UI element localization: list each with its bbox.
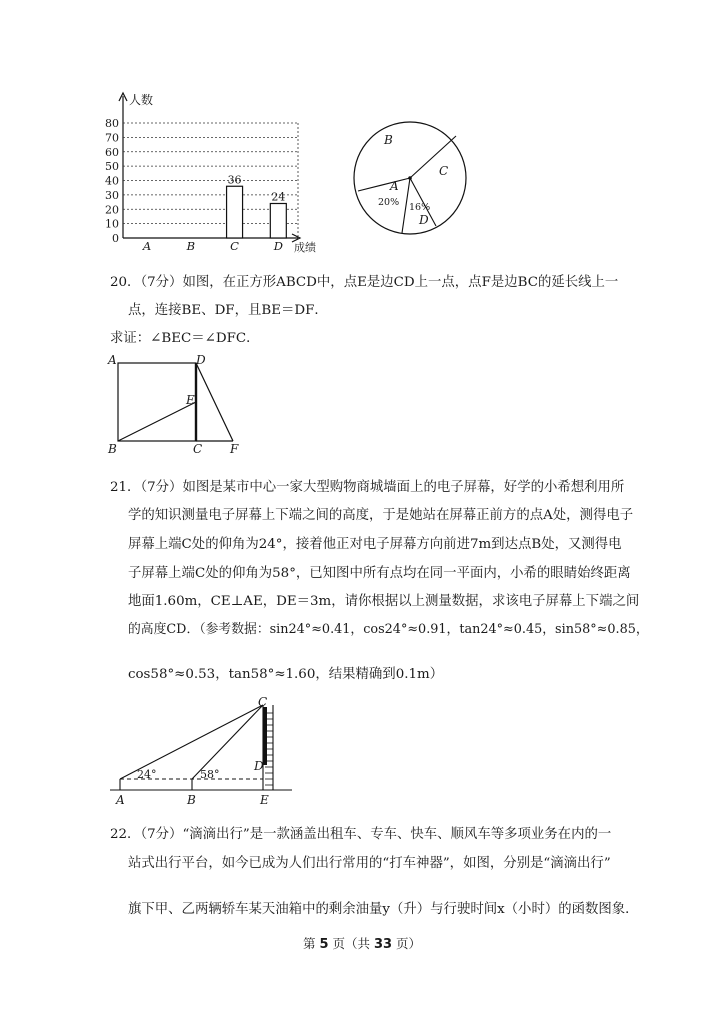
- pie-label-b: B: [384, 133, 393, 147]
- bar-chart: [100, 88, 330, 258]
- q20-square-figure: [106, 352, 246, 457]
- q22-line-2: 站式出行平台，如今已成为人们出行常用的“打车神器”，如图，分别是“滴滴出行”: [128, 856, 611, 871]
- pie-center-dot: [408, 176, 412, 180]
- pie-value-d: 16%: [409, 202, 431, 213]
- q20-prove: 求证：∠BEC＝∠DFC．: [110, 331, 260, 346]
- q21-line-5: 地面1.60m，CE⊥AE，DE＝3m，请你根据以上测量数据，求该电子屏幕上下端之间: [128, 594, 640, 609]
- q20-label-b: B: [108, 442, 117, 456]
- q21-label-b: B: [187, 793, 196, 807]
- q20-label-f: F: [230, 442, 239, 456]
- bar-value-label: 24: [271, 190, 286, 204]
- q21-line-6: 的高度CD．（参考数据：sin24°≈0.41，cos24°≈0.91，tan24°≈0.45，sin58°≈0.85，: [128, 622, 649, 637]
- q21-line-3: 屏幕上端C处的仰角为24°，接着他正对电子屏幕方向前进7m到达点B处，又测得电: [128, 537, 622, 552]
- y-tick-label: 30: [105, 188, 119, 202]
- pie-label-c: C: [439, 164, 449, 178]
- q21-number: 21．: [110, 480, 141, 495]
- y-tick-label: 80: [105, 117, 119, 130]
- pie-label-a: A: [390, 179, 399, 193]
- q21-line-4: 子屏幕上端C处的仰角为58°，已知图中所有点均在同一平面内，小希的眼睛始终距离: [128, 566, 631, 581]
- q21-screen-figure: [110, 695, 295, 810]
- q20-score: （7分）: [140, 275, 183, 290]
- pie-chart: [352, 118, 472, 238]
- q20-label-c: C: [193, 442, 203, 456]
- q22-number: 22．: [110, 827, 141, 842]
- footer-suffix: 页）: [396, 936, 422, 951]
- q21-line-7: cos58°≈0.53，tan58°≈1.60，结果精确到0.1m）: [128, 667, 444, 682]
- bar: [270, 204, 286, 239]
- q21-angle-24: 24°: [137, 768, 157, 781]
- y-tick-label: 40: [105, 174, 119, 188]
- footer-page-number: 5: [319, 937, 329, 952]
- y-tick-label: 70: [105, 131, 119, 145]
- bar-chart-y-ticks: [105, 117, 119, 245]
- x-tick-label: C: [230, 239, 239, 253]
- pie-value-a: 20%: [378, 197, 400, 208]
- q21-line-1: [110, 478, 624, 498]
- bar-chart-y-label: 人数: [129, 93, 154, 107]
- y-tick-label: 10: [105, 217, 119, 231]
- q20-line-1: [110, 273, 618, 293]
- pie-sector-lines: [358, 136, 456, 233]
- bar-chart-x-ticks: [142, 239, 283, 253]
- q20-label-a: A: [108, 353, 117, 367]
- footer-total-pages: 33: [373, 937, 393, 952]
- bar-chart-bars: [227, 173, 287, 238]
- bar-chart-x-label: 成绩: [294, 241, 316, 254]
- q21-score: （7分）: [140, 480, 183, 495]
- q20-number: 20．: [110, 275, 141, 290]
- q21-angle-58: 58°: [200, 768, 220, 781]
- footer-prefix: 第: [302, 936, 316, 951]
- q22-text-1: “滴滴出行”是一款涵盖出租车、专车、快车、顺风车等多项业务在内的一: [182, 827, 612, 842]
- y-tick-label: 20: [105, 203, 119, 217]
- pie-label-d: D: [419, 213, 429, 227]
- q20-text-1: 如图，在正方形ABCD中，点E是边CD上一点，点F是边BC的延长线上一: [182, 275, 619, 290]
- q20-line-2: 点，连接BE、DF，且BE＝DF．: [128, 303, 328, 318]
- x-tick-label: B: [186, 239, 196, 253]
- q21-text-1: 如图是某市中心一家大型购物商城墙面上的电子屏幕，好学的小希想利用所: [182, 480, 625, 495]
- x-tick-label: D: [273, 239, 283, 253]
- bar-value-label: 36: [227, 173, 242, 187]
- q21-label-d: D: [254, 759, 264, 773]
- q21-label-e: E: [260, 793, 269, 807]
- q21-line-2: 学的知识测量电子屏幕上下端之间的高度，于是她站在屏幕正前方的点A处，测得电子: [128, 508, 634, 523]
- page-footer: [0, 934, 724, 952]
- footer-middle: 页（共: [332, 936, 370, 951]
- q20-label-e: E: [186, 393, 195, 407]
- q22-score: （7分）: [140, 827, 183, 842]
- q20-label-d: D: [196, 353, 206, 367]
- bar: [227, 186, 243, 238]
- q21-label-c: C: [258, 695, 268, 709]
- q22-line-1: [110, 825, 611, 845]
- y-tick-label: 50: [105, 160, 119, 174]
- x-tick-label: A: [142, 239, 152, 253]
- q22-line-3: 旗下甲、乙两辆轿车某天油箱中的剩余油量y（升）与行驶时间x（小时）的函数图象．: [128, 902, 639, 917]
- y-tick-label: 60: [105, 145, 119, 159]
- y-tick-label: 0: [112, 232, 119, 245]
- q21-label-a: A: [116, 793, 125, 807]
